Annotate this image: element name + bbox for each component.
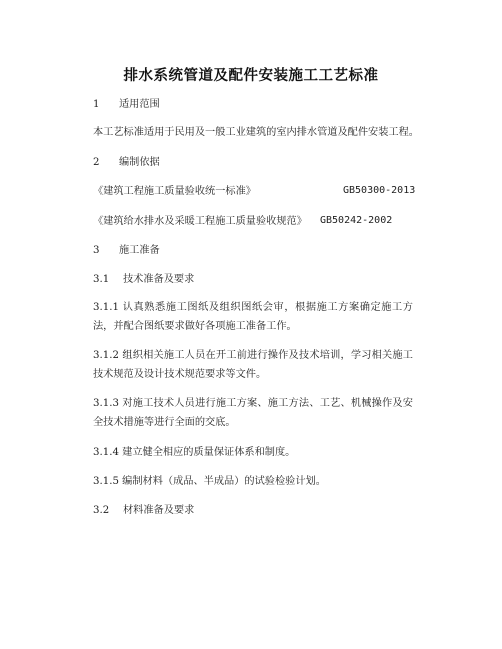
section-2-number: 2: [93, 157, 100, 168]
section-3-heading: [93, 244, 160, 258]
section-3-2-heading: [93, 504, 194, 518]
section-3-title: 施工准备: [119, 245, 160, 256]
section-2-title: 编制依据: [119, 157, 160, 168]
section-3-1-number: 3.1: [93, 274, 110, 285]
paragraph-3-1-1: 3.1.1 认真熟悉施工图纸及组织图纸会审，根据施工方案确定施工方法，并配合图纸要求做好各项施工准备工作。: [93, 302, 413, 332]
paragraph-3-1-4: 3.1.4 建立健全相应的质量保证体系和制度。: [93, 447, 296, 458]
reference-1-name: 《建筑工程施工质量验收统一标准》: [93, 186, 256, 197]
section-1-heading: [93, 98, 160, 112]
section-3-1-title: 技术准备及要求: [123, 274, 195, 285]
paragraph-3-1-5: 3.1.5 编制材料（成品、半成品）的试验检验计划。: [93, 476, 326, 487]
reference-1-code: GB50300-2013: [343, 185, 416, 196]
section-3-1-heading: [93, 273, 194, 287]
section-3-number: 3: [93, 245, 100, 256]
paragraph-3-1-3: 3.1.3 对施工技术人员进行施工方案、施工方法、工艺、机械操作及安全技术措施等进行全面的交底。: [93, 398, 413, 428]
reference-2-code: GB50242-2002: [320, 215, 393, 226]
reference-2-name: 《建筑给水排水及采暖工程施工质量验收规范》: [93, 216, 307, 227]
section-1-body: 本工艺标准适用于民用及一般工业建筑的室内排水管道及配件安装工程。: [93, 127, 419, 138]
section-1-title: 适用范围: [119, 99, 160, 110]
document-title: 排水系统管道及配件安装施工工艺标准: [123, 68, 379, 84]
section-2-heading: [93, 156, 160, 170]
paragraph-3-1-2: 3.1.2 组织相关施工人员在开工前进行操作及技术培训，学习相关施工技术规范及设计技术规范要求等文件。: [93, 350, 413, 380]
section-1-number: 1: [93, 99, 100, 110]
section-3-2-number: 3.2: [93, 505, 110, 516]
section-3-2-title: 材料准备及要求: [123, 505, 195, 516]
